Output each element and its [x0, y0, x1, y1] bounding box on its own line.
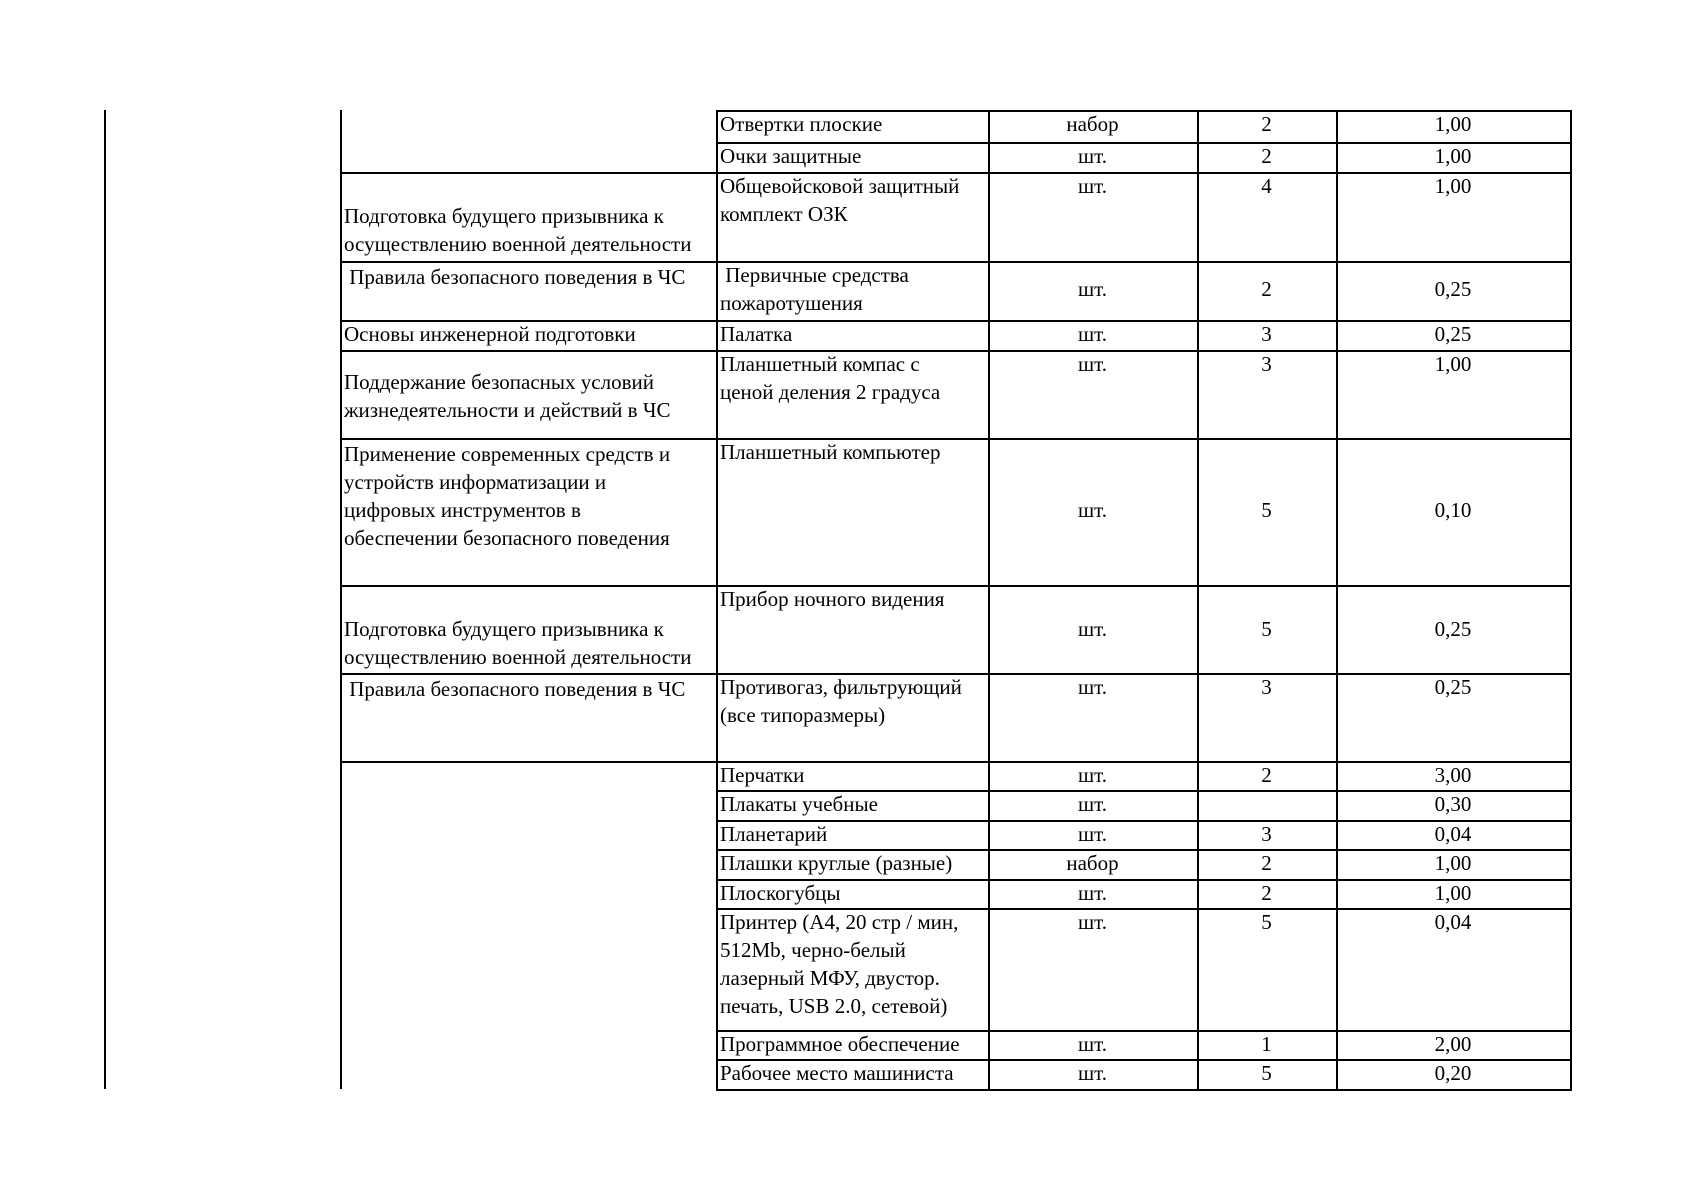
coef-cell: 0,20 [1434, 1061, 1472, 1085]
coef-cell: 0,10 [1434, 498, 1472, 522]
item-cell: Палатка [720, 322, 793, 346]
item-cell: Плашки круглые (разные) [720, 851, 953, 875]
table-right-border [1570, 110, 1572, 1091]
coef-cell: 1,00 [1434, 144, 1472, 168]
item-cell: Очки защитные [720, 144, 862, 168]
topic-cell: Поддержание безопасных условий жизнедеятельности и действий в ЧС [344, 370, 671, 422]
qty-column-left-border [1197, 110, 1199, 1091]
unit-cell: шт. [1077, 352, 1108, 376]
unit-cell: шт. [1077, 277, 1108, 301]
qty-cell: 1 [1261, 1032, 1272, 1056]
unit-cell: шт. [1077, 322, 1108, 346]
topic-cell: Правила безопасного поведения в ЧС [344, 265, 686, 289]
unit-cell: шт. [1077, 498, 1108, 522]
unit-cell: шт. [1077, 1032, 1108, 1056]
qty-cell: 5 [1261, 910, 1272, 934]
item-cell: Общевойсковой защитный комплект ОЗК [720, 174, 960, 226]
page-left-rule [104, 110, 106, 1089]
item-cell: Принтер (А4, 20 стр / мин, 512Mb, черно-белый лазерный МФУ, двустор. печать, USB 2.0, сетевой) [720, 910, 959, 1018]
item-cell: Отвертки плоские [720, 112, 883, 136]
row-border [716, 1089, 1572, 1091]
qty-cell: 2 [1261, 763, 1272, 787]
unit-cell: шт. [1077, 763, 1108, 787]
item-cell: Плоскогубцы [720, 881, 841, 905]
coef-column-left-border [1336, 110, 1338, 1091]
topic-column-left-border [340, 110, 342, 1089]
unit-cell: шт. [1077, 910, 1108, 934]
unit-cell: шт. [1077, 675, 1108, 699]
row-border [340, 585, 1572, 587]
qty-cell: 5 [1261, 1061, 1272, 1085]
coef-cell: 0,30 [1434, 792, 1472, 816]
item-cell: Противогаз, фильтрующий (все типоразмеры) [720, 675, 962, 727]
qty-cell: 2 [1261, 851, 1272, 875]
coef-cell: 0,25 [1434, 277, 1472, 301]
qty-cell: 3 [1261, 675, 1272, 699]
qty-cell: 4 [1261, 174, 1272, 198]
qty-cell: 5 [1261, 498, 1272, 522]
topic-cell: Подготовка будущего призывника к осуществлению военной деятельности [344, 204, 692, 256]
unit-cell: шт. [1077, 174, 1108, 198]
unit-cell: шт. [1077, 1061, 1108, 1085]
unit-cell: шт. [1077, 822, 1108, 846]
coef-cell: 2,00 [1434, 1032, 1472, 1056]
qty-cell: 2 [1261, 881, 1272, 905]
qty-cell: 3 [1261, 352, 1272, 376]
unit-cell: шт. [1077, 792, 1108, 816]
qty-cell: 2 [1261, 144, 1272, 168]
qty-cell: 2 [1261, 277, 1272, 301]
unit-column-left-border [988, 110, 990, 1091]
item-cell: Прибор ночного видения [720, 587, 945, 611]
coef-cell: 0,25 [1434, 322, 1472, 346]
topic-cell: Подготовка будущего призывника к осуществлению военной деятельности [344, 617, 692, 669]
topic-cell: Применение современных средств и устройств информатизации и цифровых инструментов в обеспечении безопасного поведения [344, 442, 671, 550]
qty-cell: 5 [1261, 617, 1272, 641]
item-cell: Программное обеспечение [720, 1032, 960, 1056]
item-cell: Рабочее место машиниста [720, 1061, 954, 1085]
coef-cell: 1,00 [1434, 174, 1472, 198]
unit-cell: шт. [1077, 881, 1108, 905]
unit-cell: набор [1066, 851, 1119, 875]
item-cell: Первичные средства пожаротушения [720, 263, 909, 315]
qty-cell: 3 [1261, 322, 1272, 346]
coef-cell: 1,00 [1434, 112, 1472, 136]
coef-cell: 0,25 [1434, 617, 1472, 641]
unit-cell: набор [1066, 112, 1119, 136]
qty-cell: 2 [1261, 112, 1272, 136]
coef-cell: 3,00 [1434, 763, 1472, 787]
item-cell: Планшетный компьютер [720, 440, 941, 464]
coef-cell: 0,25 [1434, 675, 1472, 699]
coef-cell: 0,04 [1434, 910, 1472, 934]
coef-cell: 1,00 [1434, 352, 1472, 376]
unit-cell: шт. [1077, 144, 1108, 168]
topic-cell: Основы инженерной подготовки [344, 322, 636, 346]
item-cell: Планетарий [720, 822, 828, 846]
coef-cell: 1,00 [1434, 881, 1472, 905]
item-cell: Перчатки [720, 763, 805, 787]
coef-cell: 0,04 [1434, 822, 1472, 846]
topic-cell: Правила безопасного поведения в ЧС [344, 677, 686, 701]
item-cell: Планшетный компас с ценой деления 2 градуса [720, 352, 941, 404]
qty-cell: 3 [1261, 822, 1272, 846]
coef-cell: 1,00 [1434, 851, 1472, 875]
item-column-left-border [716, 110, 718, 1091]
item-cell: Плакаты учебные [720, 792, 878, 816]
unit-cell: шт. [1077, 617, 1108, 641]
